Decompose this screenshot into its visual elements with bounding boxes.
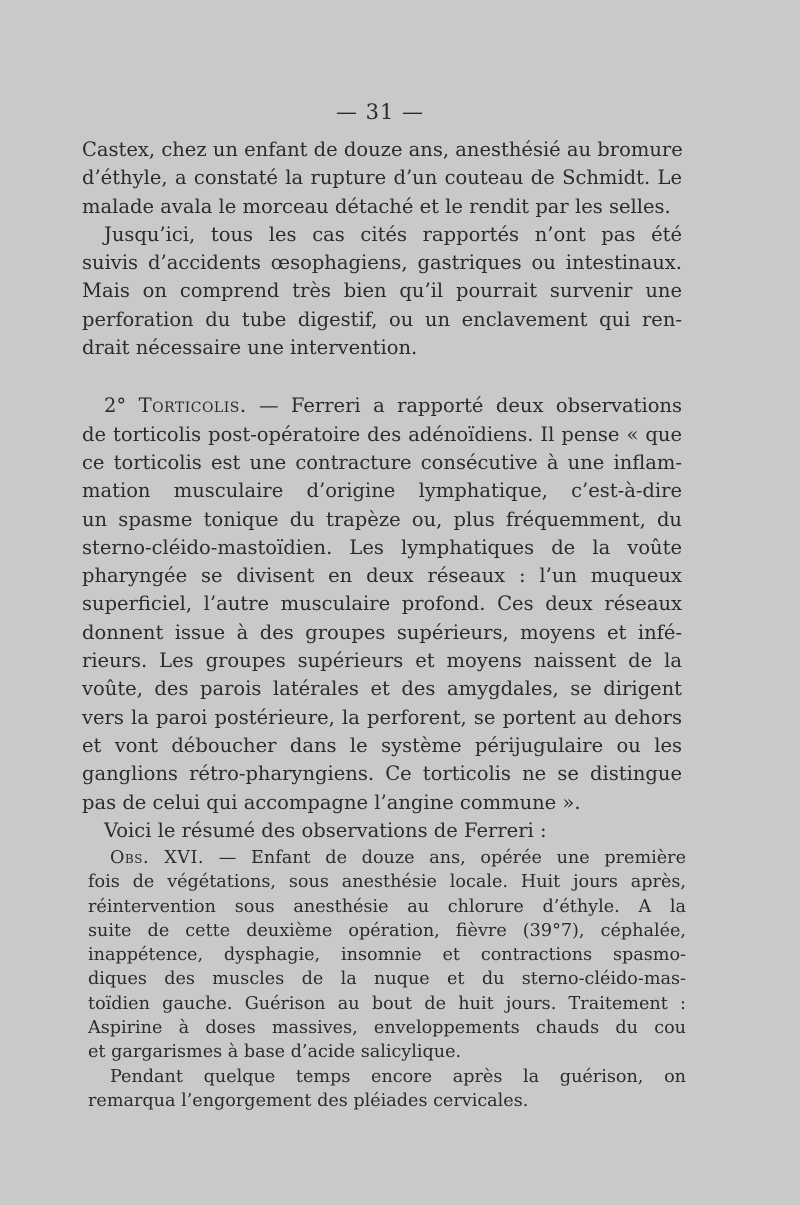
text-line: suivis d’accidents œsophagiens, gastriques ou intestinaux. xyxy=(82,251,682,275)
text-line: d’éthyle, a constaté la rupture d’un couteau de Schmidt. Le xyxy=(82,166,682,190)
text-line: un spasme tonique du trapèze ou, plus fréquemment, du xyxy=(82,507,682,531)
observation-block xyxy=(88,846,686,1113)
text-line: mation musculaire d’origine lymphatique, c’est-à-dire xyxy=(82,479,682,503)
text-line: ce torticolis est une contracture consécutive à une inflam- xyxy=(82,450,682,474)
text-line: diques des muscles de la nuque et du sterno-cléido-mas- xyxy=(88,969,686,990)
observation-label: Obs. XVI. xyxy=(110,848,205,868)
observation-heading-line xyxy=(88,846,686,870)
text-line: Jusqu’ici, tous les cas cités rapportés n’ont pas été xyxy=(104,222,682,246)
text-line: drait nécessaire une intervention. xyxy=(82,336,418,360)
text-line: sterno-cléido-mastoïdien. Les lymphatiques de la voûte xyxy=(82,535,682,559)
text-line: suite de cette deuxième opération, fièvre (39°7), céphalée, xyxy=(88,920,686,941)
text-line: perforation du tube digestif, ou un enclavement qui ren- xyxy=(82,307,682,331)
section-number: 2° xyxy=(104,394,139,418)
text-line: rieurs. Les groupes supérieurs et moyens naissent de la xyxy=(82,649,682,673)
page-number: — 31 — xyxy=(335,100,425,124)
text-line: et gargarismes à base d’acide salicylique. xyxy=(88,1042,462,1063)
text-line: ganglions rétro-pharyngiens. Ce torticolis ne se distingue xyxy=(82,762,682,786)
text-line: fois de végétations, sous anesthésie locale. Huit jours après, xyxy=(88,872,686,893)
text-line: superficiel, l’autre musculaire profond. Ces deux réseaux xyxy=(82,592,682,616)
text-line: Aspirine à doses massives, enveloppements chauds du cou xyxy=(88,1018,686,1039)
text-line: pas de celui qui accompagne l’angine commune ». xyxy=(82,790,581,814)
main-text xyxy=(82,136,682,845)
text-line: réintervention sous anesthésie au chlorure d’éthyle. A la xyxy=(88,896,686,917)
text-line: toïdien gauche. Guérison au bout de huit jours. Traitement : xyxy=(88,993,686,1014)
text-line: voûte, des parois latérales et des amygdales, se dirigent xyxy=(82,677,682,701)
text-line: malade avala le morceau détaché et le rendit par les selles. xyxy=(82,194,671,218)
text-line: inappétence, dysphagie, insomnie et contractions spasmo- xyxy=(88,945,686,966)
text-line: donnent issue à des groupes supérieurs, moyens et infé- xyxy=(82,620,682,644)
text-line: — Ferreri a rapporté deux observations xyxy=(246,394,683,418)
text-line: vers la paroi postérieure, la perforent, se portent au dehors xyxy=(82,705,682,729)
text-line: Mais on comprend très bien qu’il pourrait survenir une xyxy=(82,279,682,303)
text-line: — Enfant de douze ans, opérée une première xyxy=(204,848,686,868)
text-line: Pendant quelque temps encore après la guérison, on xyxy=(110,1066,686,1087)
text-line: remarqua l’engorgement des pléiades cervicales. xyxy=(88,1090,529,1111)
section-gap xyxy=(82,362,682,392)
text-line: pharyngée se divisent en deux réseaux : l’un muqueux xyxy=(82,564,682,588)
section-title: Torticolis. xyxy=(138,394,247,418)
text-line: Castex, chez un enfant de douze ans, anesthésié au bromure xyxy=(82,138,683,161)
text-line: Voici le résumé des observations de Ferreri : xyxy=(104,818,547,842)
text-line: de torticolis post-opératoire des adénoïdiens. Il pense « que xyxy=(82,422,682,446)
text-line: et vont déboucher dans le système périjugulaire ou les xyxy=(82,733,682,757)
section-heading-line xyxy=(82,392,682,420)
